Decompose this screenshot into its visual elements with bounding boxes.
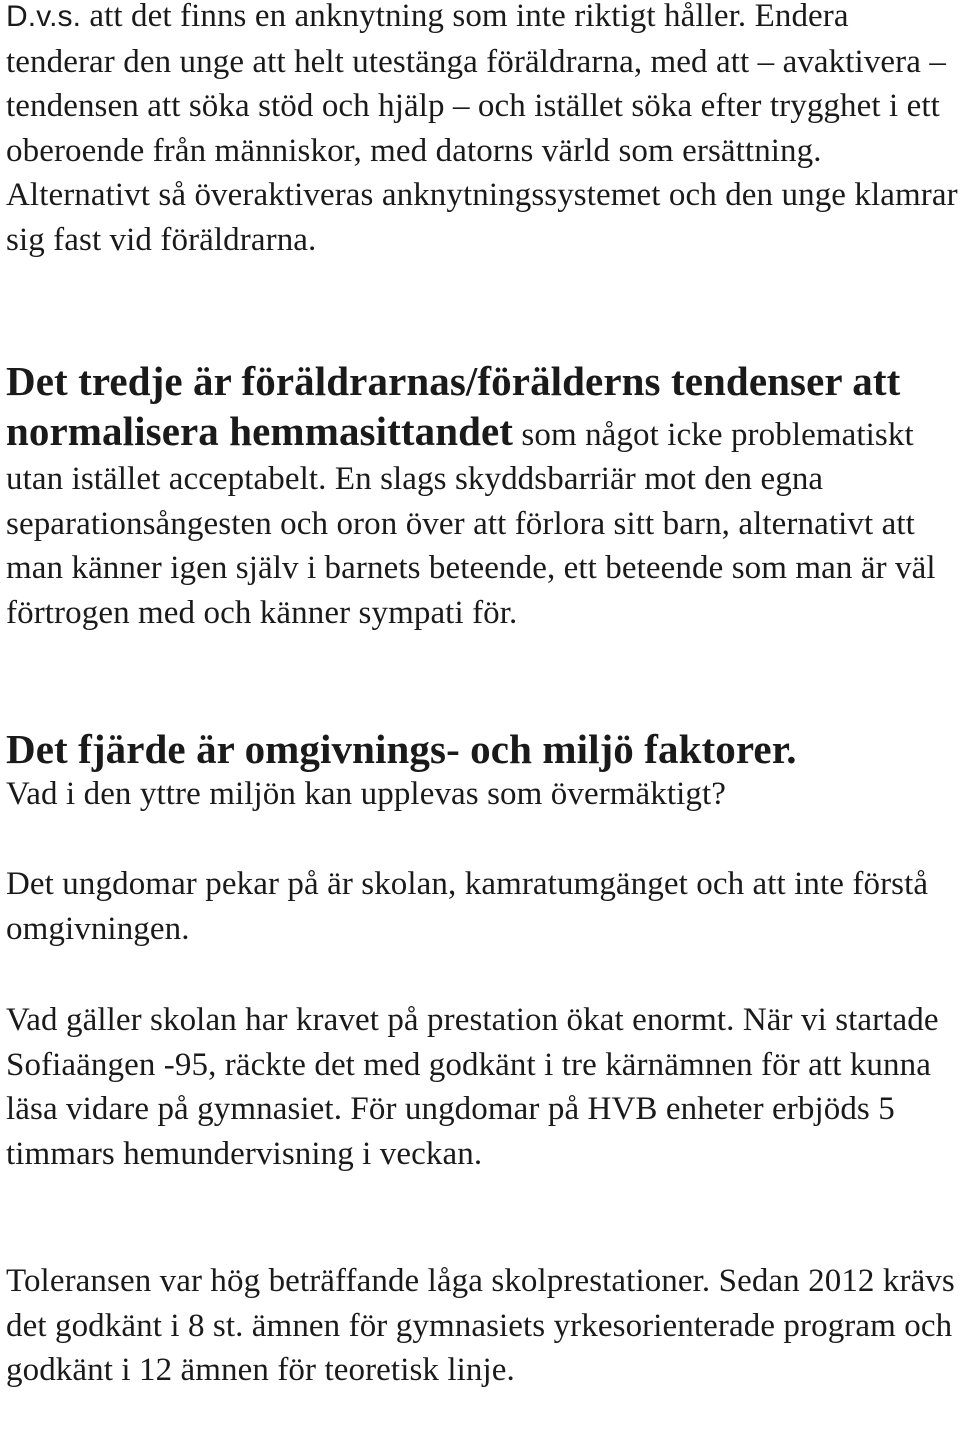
paragraph-body: att det finns en anknytning som inte riktigt håller. Endera tenderar den unge att helt utestänga föräldrarna, med att – avaktivera – tendensen att söka stöd och hjälp – och istället söka efter trygghet i ett oberoende från människor, med datorns värld som ersättning. Alternativt så överaktiveras anknytningssystemet och den unge klamrar sig fast vid föräldrarna.	[6, 0, 958, 258]
paragraph-school-demands: Vad gäller skolan har kravet på prestation ökat enormt. När vi startade Sofiaängen -95, räckte det med godkänt i tre kärnämnen för att kunna läsa vidare på gymnasiet. För ungdomar på HVB enheter erbjöds 5 timmars hemundervisning i veckan.	[6, 1002, 939, 1172]
paragraph-body: Vad i den yttre miljön kan upplevas som övermäktigt?	[6, 776, 727, 812]
paragraph-normalization	[6, 358, 960, 635]
paragraph-environment	[6, 726, 960, 817]
paragraph-body: som något icke problematiskt utan istället acceptabelt. En slags skyddsbarriär mot den egna separationsångesten och oron över att förlora sitt barn, alternativt att man känner igen själv i barnets beteende, ett beteende som man är väl förtrogen med och känner sympati för.	[6, 416, 936, 631]
paragraph-tolerance: Toleransen var hög beträffande låga skolprestationer. Sedan 2012 krävs det godkänt i 8 st. ämnen för gymnasiets yrkesorienterade program och godkänt i 12 ämnen för teoretisk linje.	[6, 1263, 955, 1388]
section-heading-fourth: Det fjärde är omgivnings- och miljö faktorer.	[6, 726, 797, 772]
section-heading-third: Det tredje är föräldrarnas/förälderns tendenser att normalisera hemmasittandet	[6, 358, 901, 454]
paragraph-lead: D.v.s.	[6, 0, 82, 33]
paragraph-attachment	[6, 0, 960, 262]
paragraph-youth-views: Det ungdomar pekar på är skolan, kamratumgänget och att inte förstå omgivningen.	[6, 866, 929, 947]
